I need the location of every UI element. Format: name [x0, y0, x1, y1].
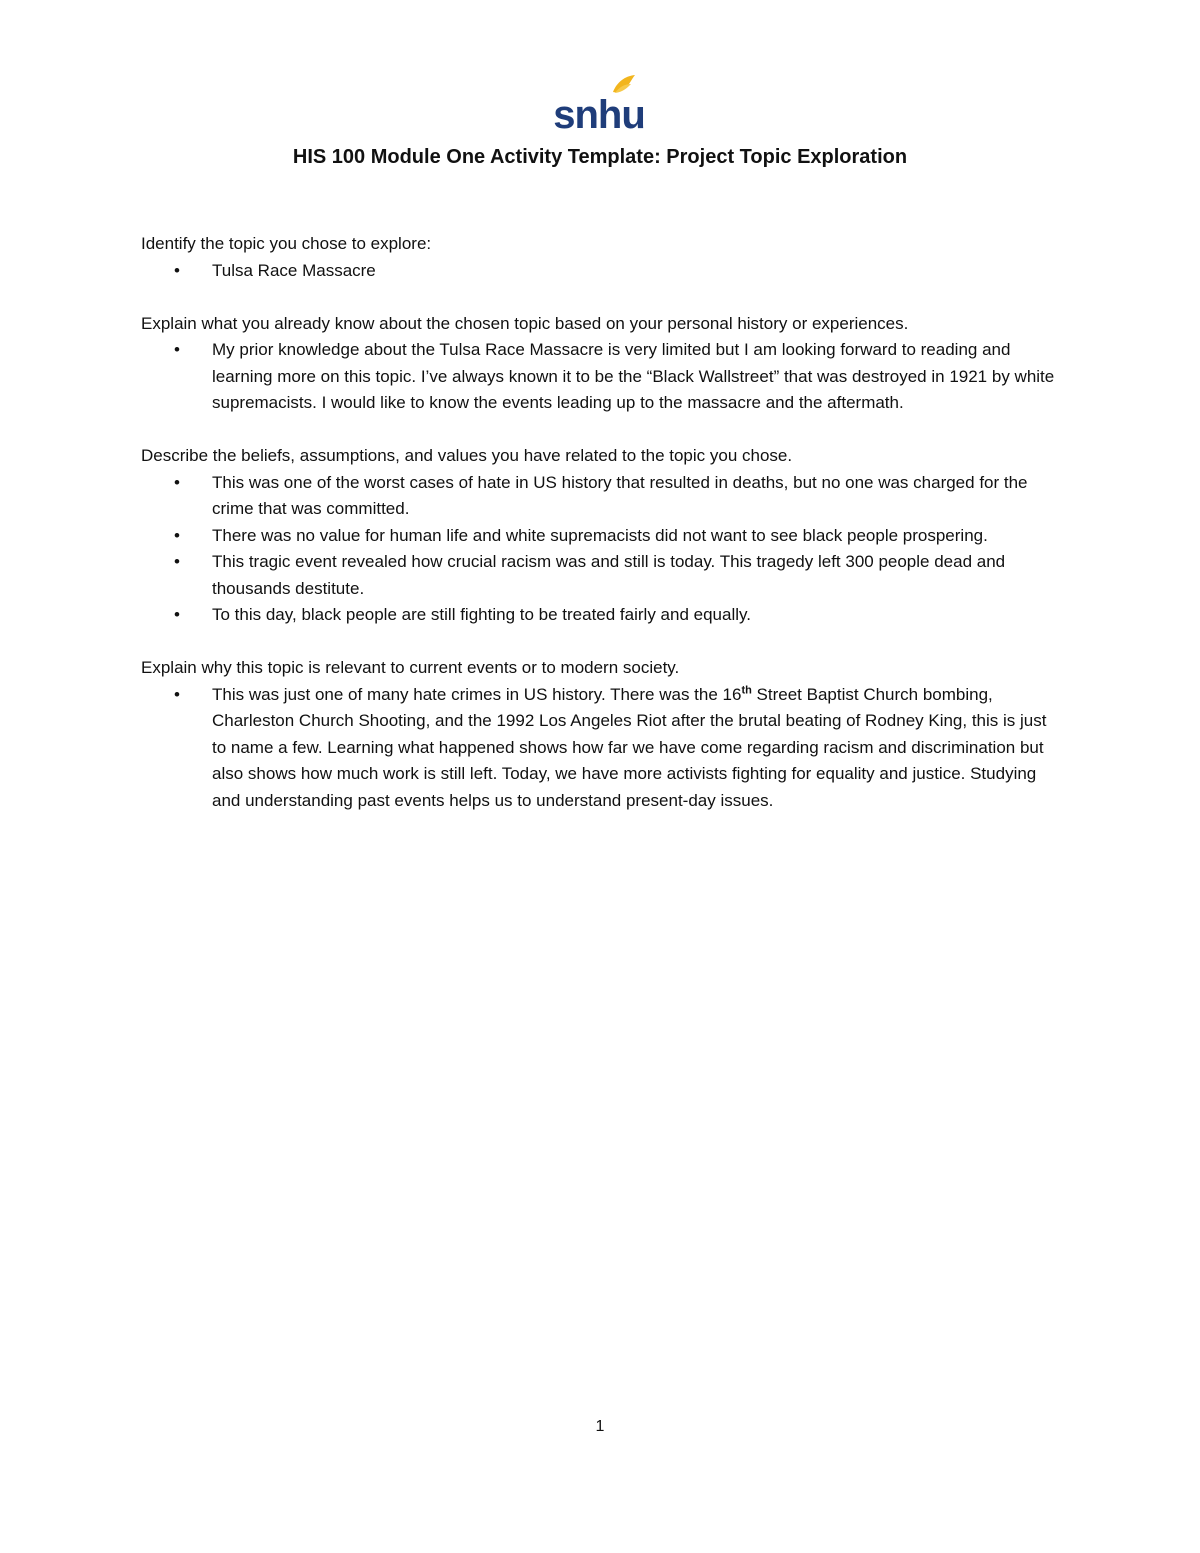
- answer-item: • To this day, black people are still fighting to be treated fairly and equally.: [141, 602, 1061, 629]
- section-topic: [141, 231, 1061, 284]
- answer-text-end: Street Baptist Church bombing, Charleston Church Shooting, and the 1992 Los Angeles Riot after the brutal beating of Rodney King, this is just to name a few. Learning what happened shows how far we have come regarding racism and discrimination but also shows how much work is still left. Today, we have more activists fighting for equality and justice. Studying and understanding past events helps us to understand present-day issues.: [212, 684, 1047, 810]
- document-body: [141, 231, 1061, 841]
- logo-wordmark: snhu: [553, 93, 645, 134]
- answer-list: [141, 337, 1061, 417]
- snhu-logo: [553, 72, 645, 134]
- question-prior-knowledge: Explain what you already know about the chosen topic based on your personal history or experiences.: [141, 313, 909, 333]
- section-relevance: [141, 655, 1061, 814]
- section-prior-knowledge: [141, 311, 1061, 417]
- answer-item: • My prior knowledge about the Tulsa Race Massacre is very limited but I am looking forward to reading and learning more on this topic. I’ve always known it to be the “Black Wallstreet” that was destroyed in 1921 by white supremacists. I would like to know the events leading up to the massacre and the aftermath.: [141, 337, 1061, 417]
- answer-item: • This tragic event revealed how crucial racism was and still is today. This tragedy left 300 people dead and thousands destitute.: [141, 549, 1061, 602]
- answer-item: • There was no value for human life and white supremacists did not want to see black people prospering.: [141, 523, 1061, 550]
- question-topic: Identify the topic you chose to explore:: [141, 234, 432, 253]
- ordinal-suffix: th: [741, 683, 752, 696]
- answer-text-start: This was just one of many hate crimes in US history. There was the 16: [212, 684, 742, 704]
- section-beliefs: [141, 443, 1061, 629]
- answer-item: [141, 682, 1061, 815]
- answer-list: [141, 470, 1061, 629]
- document-title: HIS 100 Module One Activity Template: Project Topic Exploration: [292, 146, 908, 168]
- answer-item: • Tulsa Race Massacre: [141, 258, 1061, 285]
- answer-item: • This was one of the worst cases of hate in US history that resulted in deaths, but no one was charged for the crime that was committed.: [141, 470, 1061, 523]
- answer-list: [141, 258, 1061, 285]
- question-relevance: Explain why this topic is relevant to current events or to modern society.: [141, 658, 680, 677]
- question-beliefs: Describe the beliefs, assumptions, and values you have related to the topic you chose.: [141, 446, 793, 465]
- answer-list: [141, 682, 1061, 815]
- page-number: 1: [595, 1418, 605, 1435]
